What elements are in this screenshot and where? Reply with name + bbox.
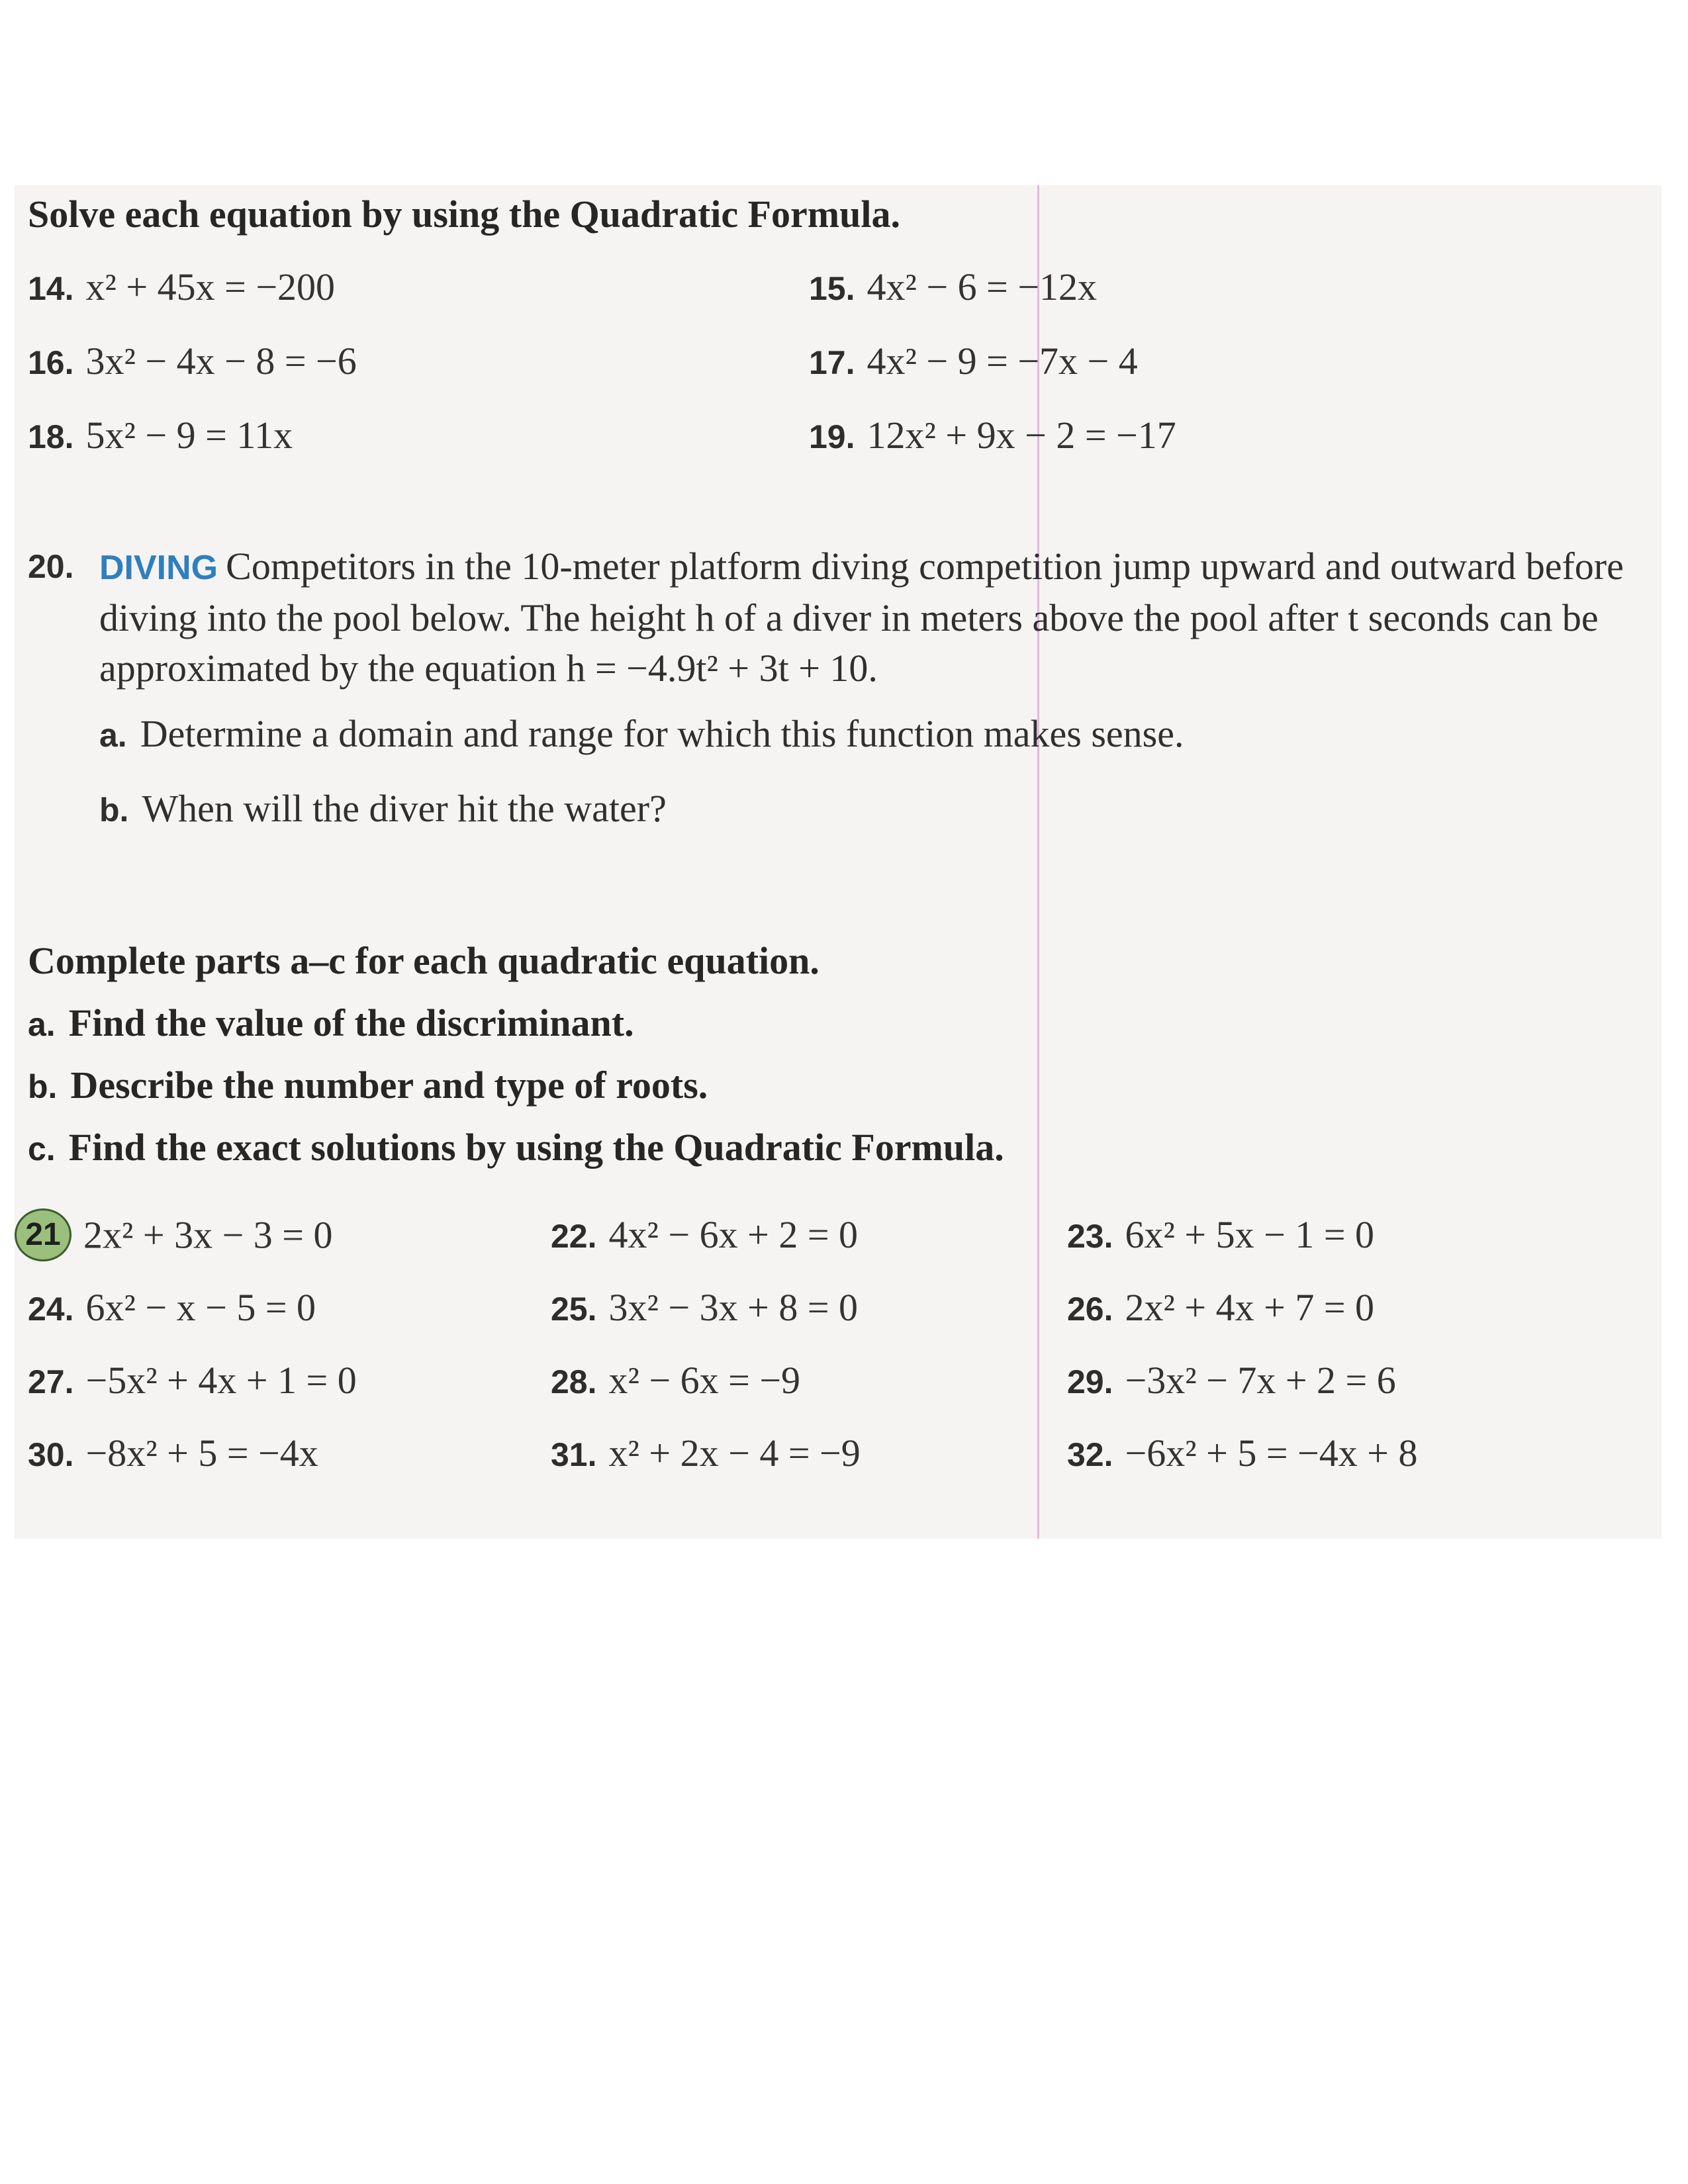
equation: 5x² − 9 = 11x	[85, 414, 293, 457]
problem-27: 27. −5x² + 4x + 1 = 0	[28, 1359, 357, 1402]
equation: x² − 6x = −9	[608, 1359, 801, 1402]
problem-19: 19. 12x² + 9x − 2 = −17	[809, 414, 1176, 457]
section2-part-c: c. Find the exact solutions by using the Quadratic Formula.	[28, 1126, 1004, 1169]
problem-15: 15. 4x² − 6 = −12x	[809, 265, 1098, 308]
equation: 6x² + 5x − 1 = 0	[1125, 1213, 1375, 1256]
problem-31: 31. x² + 2x − 4 = −9	[551, 1432, 861, 1475]
problem-24: 24. 6x² − x − 5 = 0	[28, 1286, 316, 1329]
equation: 12x² + 9x − 2 = −17	[867, 414, 1176, 457]
equation: −5x² + 4x + 1 = 0	[85, 1359, 357, 1402]
equation: x² + 45x = −200	[85, 265, 336, 308]
equation: 2x² + 3x − 3 = 0	[83, 1213, 333, 1257]
section2-part-a: a. Find the value of the discriminant.	[28, 1001, 634, 1044]
equation: 3x² − 3x + 8 = 0	[608, 1286, 859, 1329]
circled-problem-number: 21	[15, 1208, 71, 1261]
equation: −8x² + 5 = −4x	[85, 1432, 318, 1475]
problem-text: Competitors in the 10-meter platform diving competition jump upward and outward before diving into the pool below. The height h of a diver in meters above the pool after t seconds can be approximated by the equation h = −4.9t² + 3t + 10.	[99, 545, 1624, 690]
problem-17: 17. 4x² − 9 = −7x − 4	[809, 340, 1138, 383]
problem-number: 20.	[28, 548, 74, 585]
equation: 3x² − 4x − 8 = −6	[85, 340, 357, 383]
problem-keyword: DIVING	[99, 549, 218, 587]
problem-16: 16. 3x² − 4x − 8 = −6	[28, 340, 357, 383]
problem-21	[15, 1212, 333, 1265]
problem-26: 26. 2x² + 4x + 7 = 0	[1067, 1286, 1375, 1329]
equation: 4x² − 6 = −12x	[867, 265, 1098, 308]
problem-29: 29. −3x² − 7x + 2 = 6	[1067, 1359, 1396, 1402]
section2-part-b: b. Describe the number and type of roots.	[28, 1064, 708, 1107]
problem-18: 18. 5x² − 9 = 11x	[28, 414, 293, 457]
problem-20-part-b: b. When will the diver hit the water?	[99, 787, 667, 830]
problem-28: 28. x² − 6x = −9	[551, 1359, 801, 1402]
section1-heading: Solve each equation by using the Quadratic Formula.	[28, 193, 900, 236]
equation: −3x² − 7x + 2 = 6	[1125, 1359, 1396, 1402]
problem-22: 22. 4x² − 6x + 2 = 0	[551, 1213, 859, 1256]
equation: 4x² − 6x + 2 = 0	[608, 1213, 859, 1256]
problem-20	[28, 541, 1648, 694]
problem-14: 14. x² + 45x = −200	[28, 265, 336, 308]
equation: −6x² + 5 = −4x + 8	[1125, 1432, 1418, 1475]
equation: 6x² − x − 5 = 0	[85, 1286, 316, 1329]
scanned-page	[15, 185, 1662, 1539]
problem-30: 30. −8x² + 5 = −4x	[28, 1432, 318, 1475]
equation: x² + 2x − 4 = −9	[608, 1432, 861, 1475]
equation: 4x² − 9 = −7x − 4	[867, 340, 1138, 383]
section2-heading: Complete parts a–c for each quadratic equation.	[28, 939, 820, 982]
problem-32: 32. −6x² + 5 = −4x + 8	[1067, 1432, 1418, 1475]
equation: 2x² + 4x + 7 = 0	[1125, 1286, 1375, 1329]
problem-25: 25. 3x² − 3x + 8 = 0	[551, 1286, 859, 1329]
problem-20-part-a: a. Determine a domain and range for which this function makes sense.	[99, 712, 1184, 755]
margin-line	[1037, 185, 1039, 1539]
problem-23: 23. 6x² + 5x − 1 = 0	[1067, 1213, 1375, 1256]
